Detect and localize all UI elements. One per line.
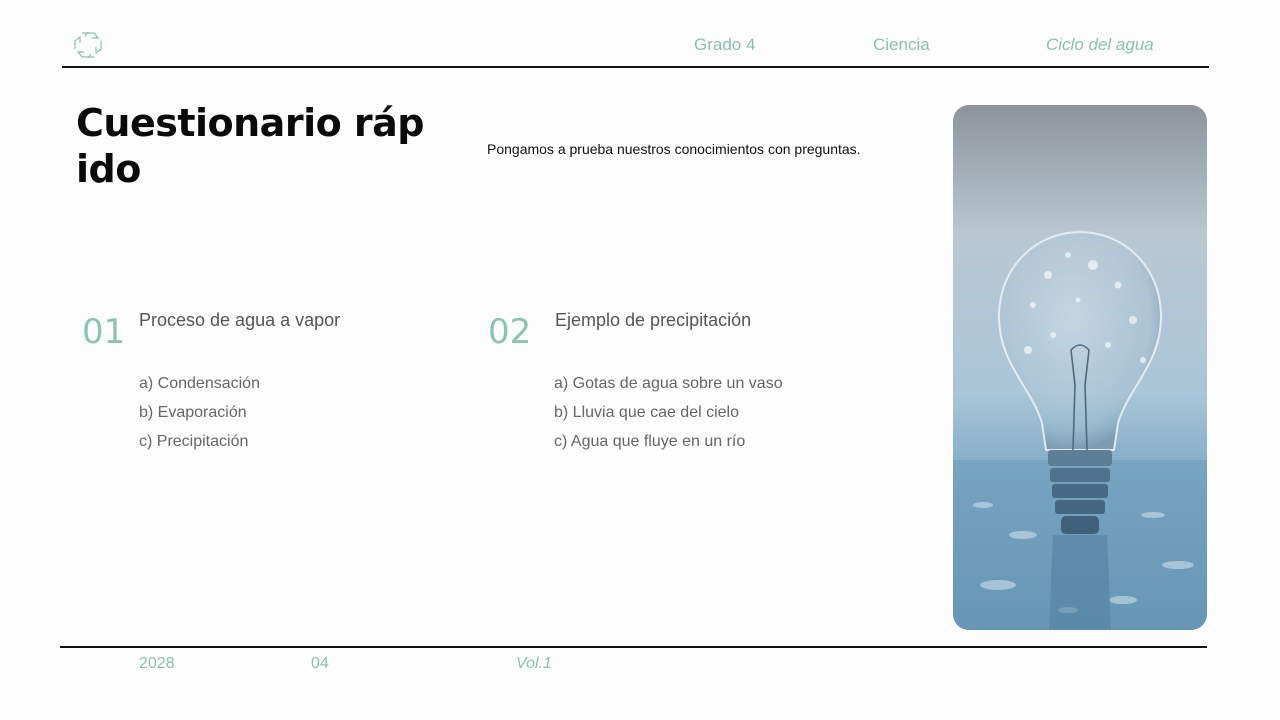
question-2-option-a: a) Gotas de agua sobre un vaso bbox=[554, 375, 783, 392]
nav-subject: Ciencia bbox=[873, 35, 930, 54]
nav-grade: Grado 4 bbox=[694, 35, 756, 54]
question-1-option-a: a) Condensación bbox=[139, 375, 260, 392]
footer-month: 04 bbox=[311, 655, 329, 672]
question-1-text: Proceso de agua a vapor bbox=[139, 310, 341, 330]
question-1-option-c: c) Precipitación bbox=[139, 433, 249, 450]
question-2-text: Ejemplo de precipitación bbox=[555, 310, 752, 330]
footer-volume: Vol.1 bbox=[516, 655, 552, 672]
question-2-number: 02 bbox=[488, 312, 532, 352]
question-2-option-c: c) Agua que fluye en un río bbox=[554, 433, 746, 450]
slide-subtitle: Pongamos a prueba nuestros conocimientos con preguntas. bbox=[487, 141, 861, 157]
logo-icon bbox=[72, 30, 104, 60]
question-1-options bbox=[139, 373, 260, 460]
question-2-option-b: b) Lluvia que cae del cielo bbox=[554, 404, 740, 421]
bottom-divider bbox=[60, 646, 1207, 648]
lightbulb-photo bbox=[953, 105, 1207, 630]
nav-topic: Ciclo del agua bbox=[1046, 35, 1154, 54]
question-2-options bbox=[554, 373, 783, 460]
top-divider bbox=[62, 66, 1209, 68]
footer-year: 2028 bbox=[139, 655, 175, 672]
slide-title: Cuestionario rápido bbox=[76, 101, 425, 191]
question-1-number: 01 bbox=[82, 312, 126, 352]
question-1-option-b: b) Evaporación bbox=[139, 404, 247, 421]
